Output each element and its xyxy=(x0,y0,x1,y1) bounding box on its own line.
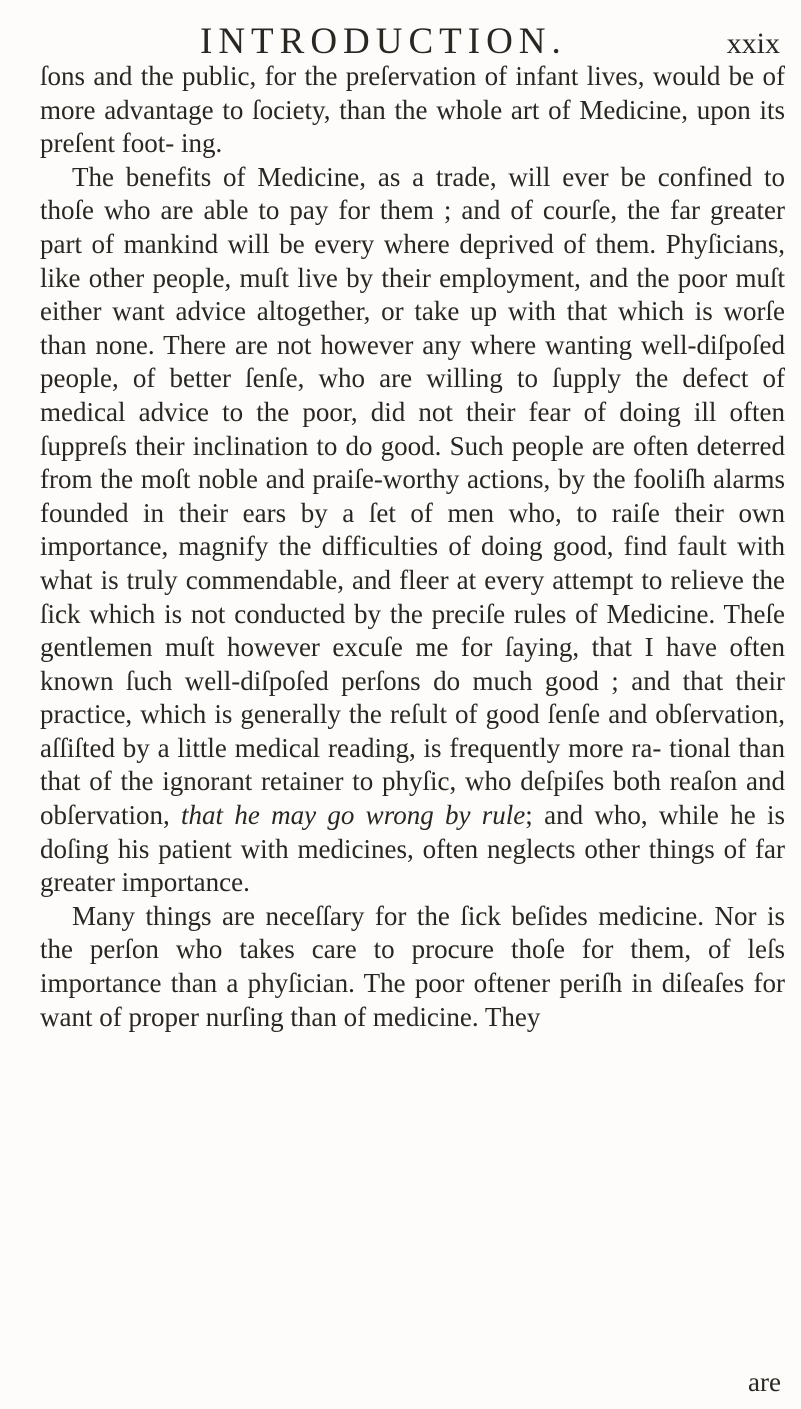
paragraph-2-text-b: ; and who, while he is doſing his patient with medicines, often neglects other things of far greater importance. xyxy=(40,800,785,898)
running-head: INTRODUCTION. xyxy=(200,21,567,62)
paragraph-3 xyxy=(40,900,785,1034)
paragraph-2 xyxy=(40,161,785,900)
page-header xyxy=(200,22,780,62)
paragraph-2-text-a: The benefits of Medicine, as a trade, will ever be confined to thoſe who are able to pay for them ; and of courſe, the far greater part of mankind will be every where deprived of them. Phyſicians, like other people, muſt live by their employment, and the poor muſt either want advice altogether, or take up with that which is worſe than none. There are not however any where wanting well-diſpoſed people, of better ſenſe, who are willing to ſupply the defect of medical advice to the poor, did not their fear of doing ill often ſuppreſs their inclination to do good. Such people are often deterred from the moſt noble and praiſe-worthy actions, by the fooliſh alarms founded in their ears by a ſet of men who, to raiſe their own importance, magnify the difficulties of doing good, find fault with what is truly commendable, and fleer at every attempt to relieve the ſick which is not conducted by the preciſe rules of Medicine. Theſe gentlemen muſt however excuſe me for ſaying, that I have often known ſuch well-diſpoſed perſons do much good ; and that their practice, which is generally the reſult of good ſenſe and obſervation, aſſiſted by a little medical reading, is frequently more ra- tional than that of the ignorant retainer to phyſic, who deſpiſes both reaſon and obſervation, xyxy=(40,161,785,831)
catchword: are xyxy=(748,1367,781,1397)
page-number: xxix xyxy=(726,27,780,60)
paragraph-3-text: Many things are neceſſary for the ſick beſides medicine. Nor is the perſon who takes care to procure thoſe for them, of leſs importance than a phyſician. The poor oftener periſh in diſeaſes for want of proper nurſing than of medicine. They xyxy=(40,900,785,1032)
body-text xyxy=(40,60,785,1034)
italic-phrase: that he may go wrong by rule xyxy=(181,800,526,831)
paragraph-1 xyxy=(40,60,785,161)
paragraph-1-text: ſons and the public, for the preſervation of infant lives, would be of more advantage to ſociety, than the whole art of Medicine, upon its preſent foot- ing. xyxy=(40,61,785,159)
